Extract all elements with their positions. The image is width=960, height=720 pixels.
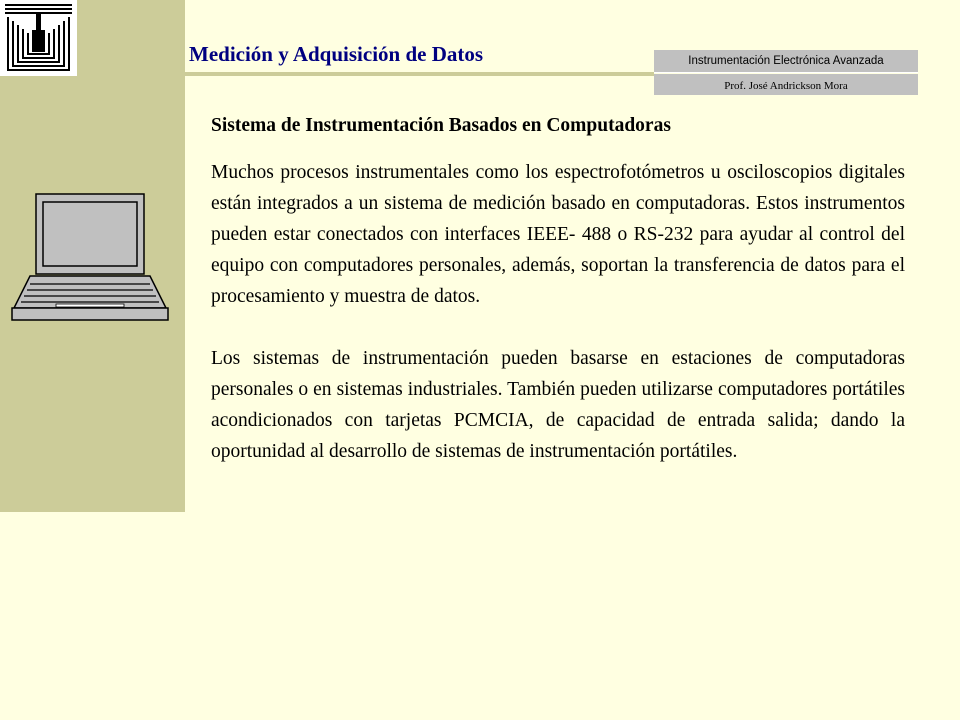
header-divider [77, 72, 654, 76]
section-heading: Sistema de Instrumentación Basados en Computadoras [211, 115, 671, 136]
paragraph-1: Muchos procesos instrumentales como los espectrofotómetros u osciloscopios digitales están integrados a un sistema de medición basado en computadoras. Estos instrumentos pueden estar conectados con interfaces IEEE- 488 o RS-232 para ayudar al control del equipo con computadores personales, además, soportan la transferencia de datos para el procesamiento y muestra de datos. [211, 162, 905, 307]
paragraph-2: Los sistemas de instrumentación pueden basarse en estaciones de computadoras personales o en sistemas industriales. También pueden utilizarse computadores portátiles acondicionados con tarjetas PCMCIA, de capacidad de entrada salida; dando la oportunidad al desarrollo de sistemas de instrumentación portátiles. [211, 348, 905, 462]
content-area [211, 110, 905, 498]
logo-box [0, 0, 77, 76]
professor-name: Prof. José Andrickson Mora [654, 74, 918, 95]
institution-logo-icon [0, 0, 77, 76]
page-title: Medición y Adquisición de Datos [189, 42, 484, 66]
course-name: Instrumentación Electrónica Avanzada [654, 50, 918, 73]
laptop-icon [8, 192, 174, 324]
